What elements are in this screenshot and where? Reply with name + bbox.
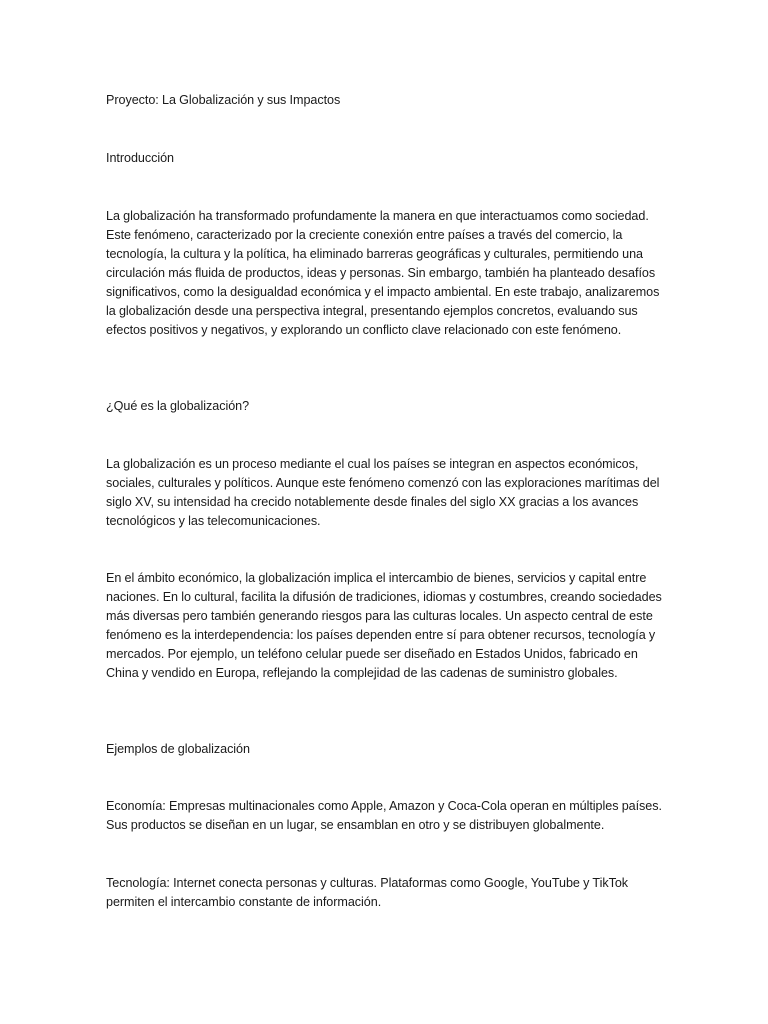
section-heading-que-es: ¿Qué es la globalización? (106, 399, 250, 413)
paragraph-introduccion: La globalización ha transformado profundamente la manera en que interactuamos como sociedad. Este fenómeno, caracterizado por la creciente conexión entre países a través del comercio, la tecnología, la cultura y la política, ha eliminado barreras geográficas y culturales, permitiendo una circulación más fluida de productos, ideas y personas. Sin embargo, también ha planteado desafíos significativos, como la desigualdad económica y el impacto ambiental. En este trabajo, analizaremos la globalización desde una perspectiva integral, presentando ejemplos concretos, evaluando sus efectos positivos y negativos, y explorando un conflicto clave relacionado con este fenómeno. (106, 209, 660, 337)
paragraph-economia: Economía: Empresas multinacionales como Apple, Amazon y Coca-Cola operan en múltiples países. Sus productos se diseñan en un lugar, se ensamblan en otro y se distribuyen globalmente. (106, 799, 662, 832)
paragraph-definicion: La globalización es un proceso mediante el cual los países se integran en aspectos económicos, sociales, culturales y políticos. Aunque este fenómeno comenzó con las exploraciones marítimas del siglo XV, su intensidad ha crecido notablemente desde finales del siglo XX gracias a los avances tecnológicos y las telecomunicaciones. (106, 457, 660, 528)
paragraph-tecnologia: Tecnología: Internet conecta personas y culturas. Plataformas como Google, YouTube y TikTok permiten el intercambio constante de información. (106, 876, 629, 909)
section-heading-introduccion: Introducción (106, 151, 175, 165)
document-title: Proyecto: La Globalización y sus Impactos (106, 93, 341, 107)
section-heading-ejemplos: Ejemplos de globalización (106, 742, 250, 756)
paragraph-ambito-economico: En el ámbito económico, la globalización implica el intercambio de bienes, servicios y capital entre naciones. En lo cultural, facilita la difusión de tradiciones, idiomas y costumbres, creando sociedades más diversas pero también generando riesgos para las culturas locales. Un aspecto central de este fenómeno es la interdependencia: los países dependen entre sí para obtener recursos, tecnología y mercados. Por ejemplo, un teléfono celular puede ser diseñado en Estados Unidos, fabricado en China y vendido en Europa, reflejando la complejidad de las cadenas de suministro globales. (106, 571, 662, 680)
